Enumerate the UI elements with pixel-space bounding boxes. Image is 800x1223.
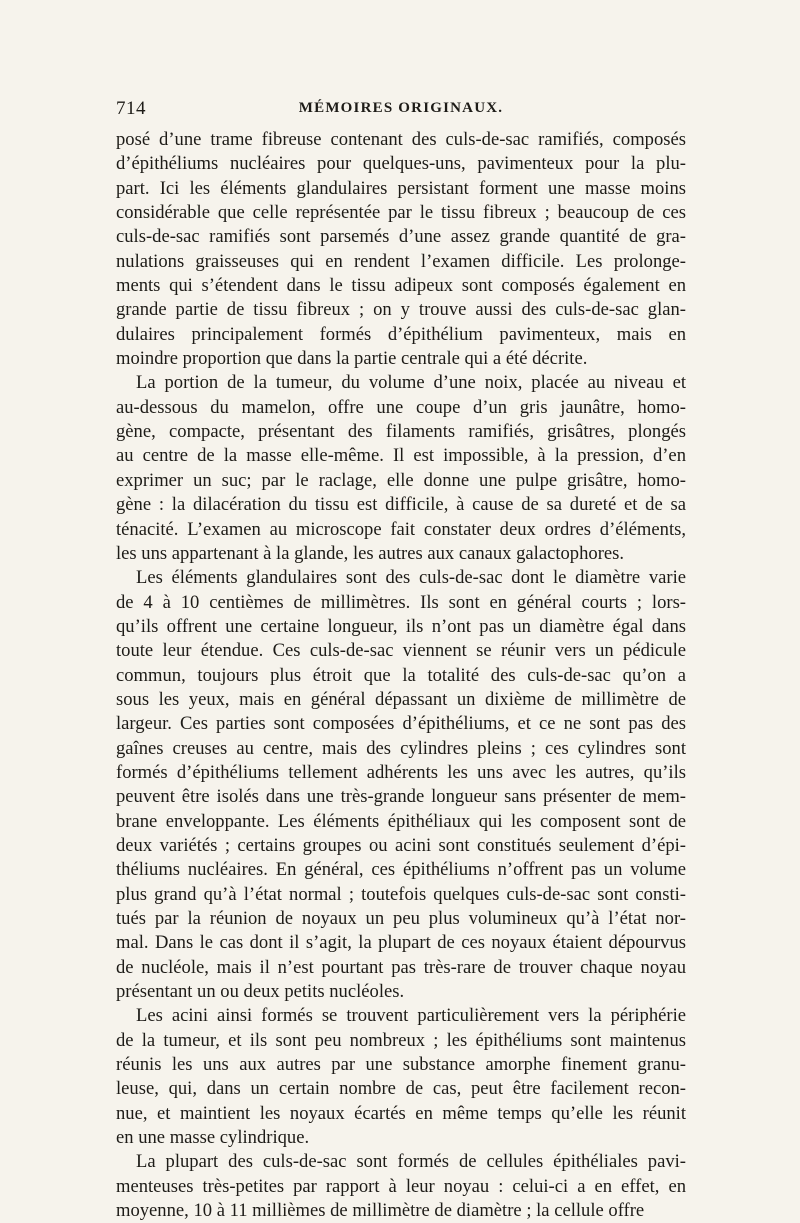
text-line: Les éléments glandulaires sont des culs-de-sac dont le diamètre varie — [136, 567, 686, 589]
text-line: de 4 à 10 centièmes de millimètres. Ils sont en général courts ; lors- — [116, 591, 686, 613]
text-line: ténacité. L’examen au microscope fait constater deux ordres d’éléments, — [116, 518, 686, 540]
running-head: MÉMOIRES ORIGINAUX. — [298, 100, 504, 116]
text-line: exprimer un suc; par le raclage, elle donne une pulpe grisâtre, homo- — [116, 469, 686, 491]
text-line: plus grand qu’à l’état normal ; toutefois quelques culs-de-sac sont consti- — [116, 883, 686, 905]
text-line: brane enveloppante. Les éléments épithéliaux qui les composent sont de — [116, 810, 686, 832]
text-line: d’épithéliums nucléaires pour quelques-uns, pavimenteux pour la plu- — [116, 153, 686, 175]
text-line: ments qui s’étendent dans le tissu adipeux sont composés également en — [116, 275, 686, 297]
text-line: posé d’une trame fibreuse contenant des culs-de-sac ramifiés, composés — [116, 129, 686, 150]
text-line: moindre proportion que dans la partie centrale qui a été décrite. — [116, 348, 588, 370]
text-line: mal. Dans le cas dont il s’agit, la plupart de ces noyaux étaient dépourvus — [116, 932, 686, 954]
text-line: peuvent être isolés dans une très-grande longueur sans présenter de mem- — [116, 786, 686, 808]
text-line: au centre de la masse elle-même. Il est impossible, à la pression, d’en — [116, 445, 686, 467]
text-line: leuse, qui, dans un certain nombre de cas, peut être facilement recon- — [116, 1078, 686, 1100]
text-line: formés d’épithéliums tellement adhérents les uns avec les autres, qu’ils — [116, 761, 686, 783]
body-text — [116, 128, 686, 1223]
text-line: les uns appartenant à la glande, les autres aux canaux galactophores. — [116, 542, 625, 564]
text-line: considérable que celle représentée par le tissu fibreux ; beaucoup de ces — [116, 202, 686, 224]
text-line: de nucléole, mais il n’est pourtant pas très-rare de trouver chaque noyau — [116, 956, 686, 978]
text-line: Les acini ainsi formés se trouvent particulièrement vers la périphérie — [136, 1005, 686, 1027]
text-line: moyenne, 10 à 11 millièmes de millimètre de diamètre ; la cellule offre — [116, 1200, 645, 1222]
paragraph — [116, 1150, 686, 1223]
text-line: présentant un ou deux petits nucléoles. — [116, 981, 405, 1003]
text-line: toute leur étendue. Ces culs-de-sac viennent se réunir vers un pédicule — [116, 640, 686, 662]
text-line: La portion de la tumeur, du volume d’une noix, placée au niveau et — [136, 372, 686, 394]
text-line: qu’ils offrent une certaine longueur, ils n’ont pas un diamètre égal dans — [116, 615, 686, 637]
paragraph — [116, 566, 686, 1004]
text-line: culs-de-sac ramifiés sont parsemés d’une assez grande quantité de gra- — [116, 226, 686, 248]
page-number: 714 — [116, 98, 146, 119]
paragraph — [116, 371, 686, 566]
text-line: sous les yeux, mais en général dépassant un dixième de millimètre de — [116, 688, 686, 710]
text-line: nue, et maintient les noyaux écartés en même temps qu’elle les réunit — [116, 1102, 686, 1124]
text-line: commun, toujours plus étroit que la totalité des culs-de-sac qu’on a — [116, 664, 686, 686]
text-line: de la tumeur, et ils sont peu nombreux ; les épithéliums sont maintenus — [116, 1029, 686, 1051]
text-line: gène : la dilacération du tissu est difficile, à cause de sa dureté et de sa — [116, 494, 686, 516]
text-line: réunis les uns aux autres par une substance amorphe finement granu- — [116, 1054, 686, 1076]
text-line: part. Ici les éléments glandulaires persistant forment une masse moins — [116, 177, 686, 199]
text-line: largeur. Ces parties sont composées d’épithéliums, et ce ne sont pas des — [116, 713, 686, 735]
text-line: dulaires principalement formés d’épithélium pavimenteux, mais en — [116, 323, 686, 345]
text-line: gaînes creuses au centre, mais des cylindres pleins ; ces cylindres sont — [116, 737, 686, 759]
paragraph — [116, 128, 686, 371]
text-line: La plupart des culs-de-sac sont formés de cellules épithéliales pavi- — [136, 1151, 686, 1173]
text-line: nulations graisseuses qui en rendent l’examen difficile. Les prolonge- — [116, 250, 686, 272]
text-line: au-dessous du mamelon, offre une coupe d’un gris jaunâtre, homo- — [116, 396, 686, 418]
text-line: deux variétés ; certains groupes ou acini sont constitués seulement d’épi- — [116, 834, 686, 856]
page-header — [116, 98, 686, 124]
text-line: théliums nucléaires. En général, ces épithéliums n’offrent pas un volume — [116, 859, 686, 881]
text-line: menteuses très-petites par rapport à leur noyau : celui-ci a en effet, en — [116, 1175, 686, 1197]
paragraph — [116, 1004, 686, 1150]
text-line: tués par la réunion de noyaux un peu plus volumineux qu’à l’état nor- — [116, 908, 686, 929]
text-line: grande partie de tissu fibreux ; on y trouve aussi des culs-de-sac glan- — [116, 299, 686, 321]
text-line: en une masse cylindrique. — [116, 1127, 310, 1149]
text-line: gène, compacte, présentant des filaments ramifiés, grisâtres, plongés — [116, 421, 686, 443]
